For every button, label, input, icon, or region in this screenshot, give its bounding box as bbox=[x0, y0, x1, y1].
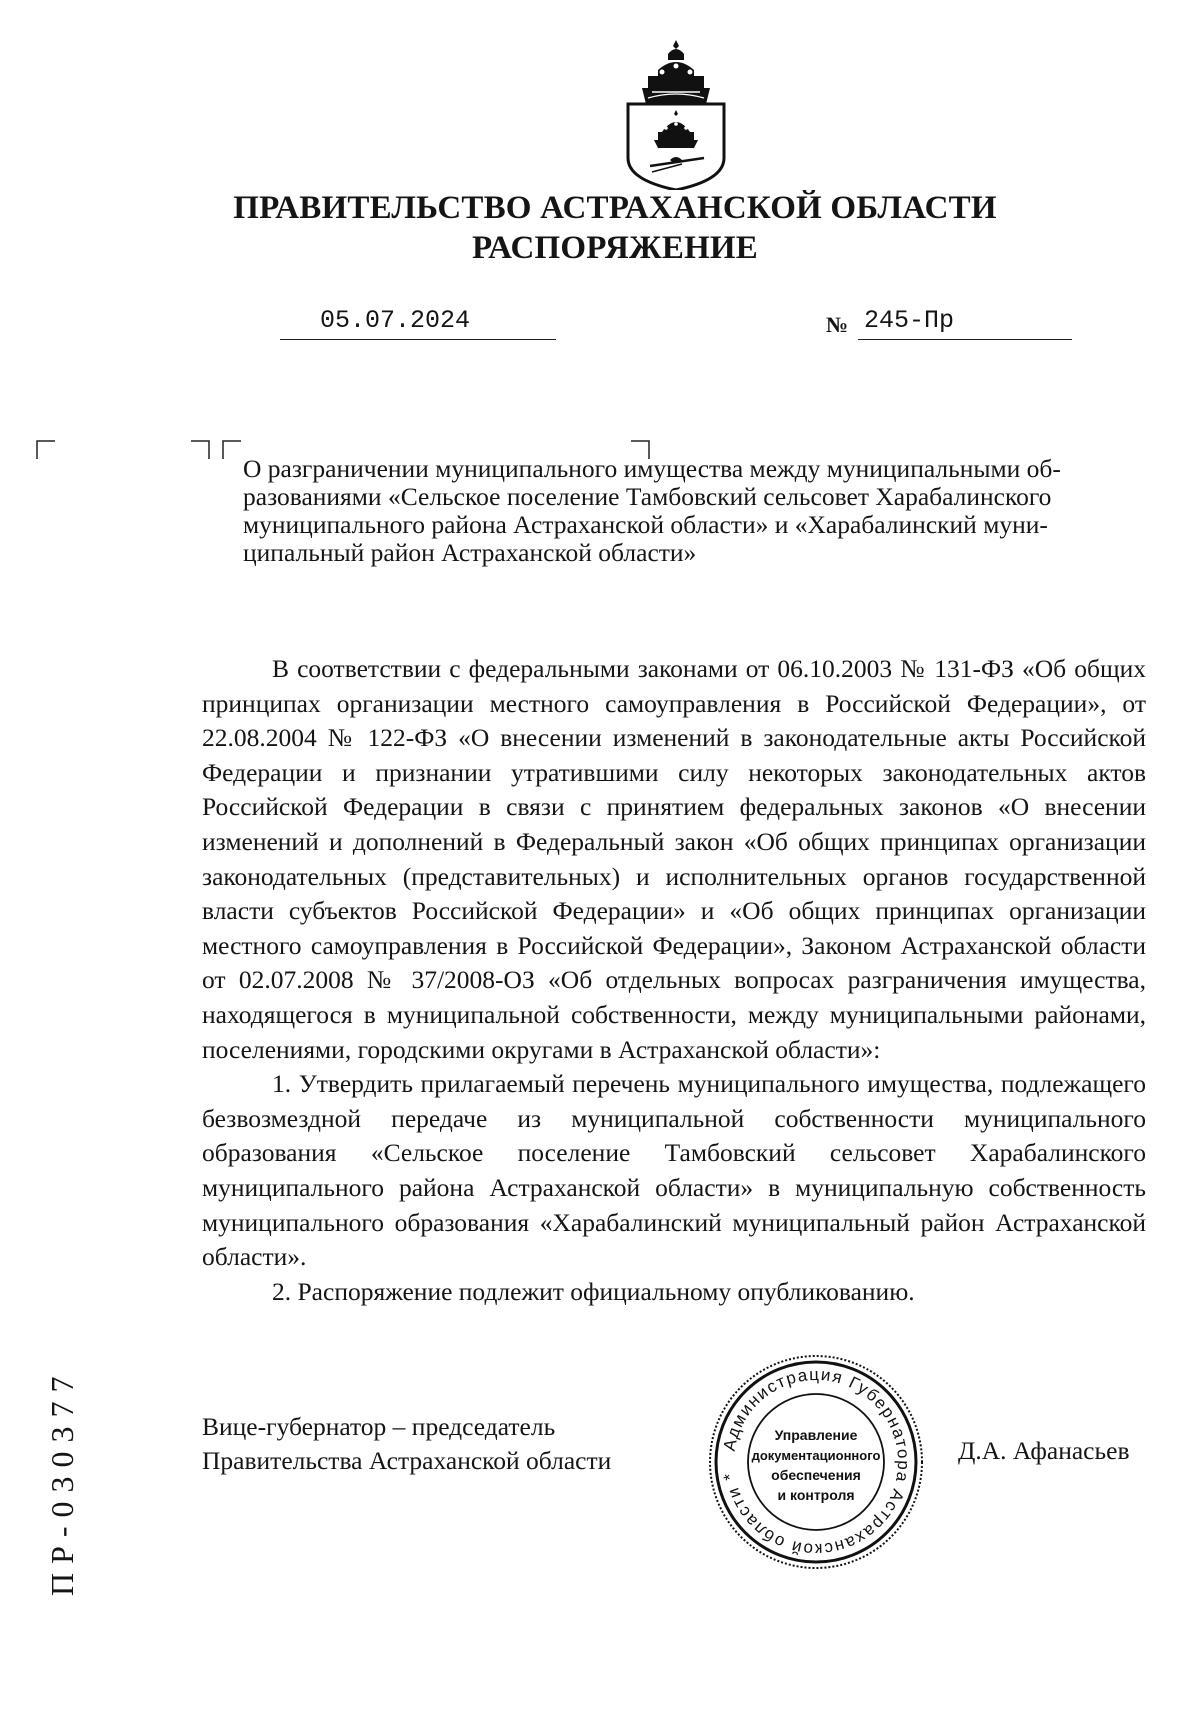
seal-center-line: и контроля bbox=[777, 1487, 855, 1503]
corner-mark-icon bbox=[36, 440, 56, 460]
coat-of-arms-icon bbox=[622, 40, 730, 190]
document-date: 05.07.2024 bbox=[280, 306, 556, 340]
document-registration-code: ПР-030377 bbox=[44, 1367, 80, 1596]
subject-line: О разграничении муниципального имущества между муниципальными об- bbox=[243, 454, 1061, 483]
subject-line: ципальный район Астраханской области» bbox=[243, 538, 697, 567]
document-type: РАСПОРЯЖЕНИЕ bbox=[471, 230, 759, 266]
document-header bbox=[0, 188, 1200, 268]
order-item-2: 2. Распоряжение подлежит официальному опубликованию. bbox=[272, 1276, 915, 1306]
corner-mark-icon bbox=[222, 440, 242, 460]
document-body bbox=[202, 652, 1146, 1309]
document-number: 245-Пр bbox=[858, 306, 1072, 340]
subject-line: разованиями «Сельское поселение Тамбовский сельсовет Харабалинского bbox=[243, 482, 1052, 511]
corner-mark-icon bbox=[190, 440, 210, 460]
signatory-title-line: Правительства Астраханской области bbox=[202, 1446, 612, 1475]
order-item-1: 1. Утвердить прилагаемый перечень муниципального имущества, подлежащего безвозмездной передаче из муниципальной собственности муниципального образования «Сельское поселение Тамбовский сельсовет Харабалинского муниципального района Астраханской области» в муниципальную собственность муниципального образования «Харабалинский муниципальный район Астраханской области». bbox=[202, 1069, 1146, 1272]
document-subject bbox=[243, 455, 1143, 567]
seal-center-line: Управление bbox=[774, 1427, 858, 1443]
seal-center-line: документационного bbox=[751, 1448, 881, 1463]
seal-center-line: обеспечения bbox=[771, 1467, 861, 1483]
document-number-label: № bbox=[826, 312, 849, 337]
organization-title: ПРАВИТЕЛЬСТВО АСТРАХАНСКОЙ ОБЛАСТИ bbox=[233, 190, 997, 226]
official-seal-icon bbox=[706, 1352, 926, 1572]
subject-line: муниципального района Астраханской области» и «Харабалинский муни- bbox=[243, 510, 1048, 539]
signatory-title bbox=[202, 1410, 611, 1478]
preamble-paragraph: В соответствии с федеральными законами от 06.10.2003 № 131-ФЗ «Об общих принципах организации местного самоуправления в Российской Федерации», от 22.08.2004 № 122-ФЗ «О внесении изменений в законодательные акты Российской Федерации и признании утратившими силу некоторых законодательных актов Российской Федерации в связи с принятием федеральных законов «О внесении изменений и дополнений в Федеральный закон «Об общих принципах организации законодательных (представительных) и исполнительных органов государственной власти субъектов Российской Федерации» и «Об общих принципах организации местного самоуправления в Российской Федерации», Законом Астраханской области от 02.07.2008 № 37/2008-ОЗ «Об отдельных вопросах разграничения имущества, находящегося в муниципальной собственности, между муниципальными районами, поселениями, городскими округами в Астраханской области»: bbox=[202, 654, 1146, 1064]
signatory-name: Д.А. Афанасьев bbox=[958, 1436, 1130, 1465]
signatory-title-line: Вице-губернатор – председатель bbox=[202, 1412, 556, 1441]
seal-ring-text: Администрация Губернатора Астраханской области * bbox=[719, 1364, 914, 1560]
